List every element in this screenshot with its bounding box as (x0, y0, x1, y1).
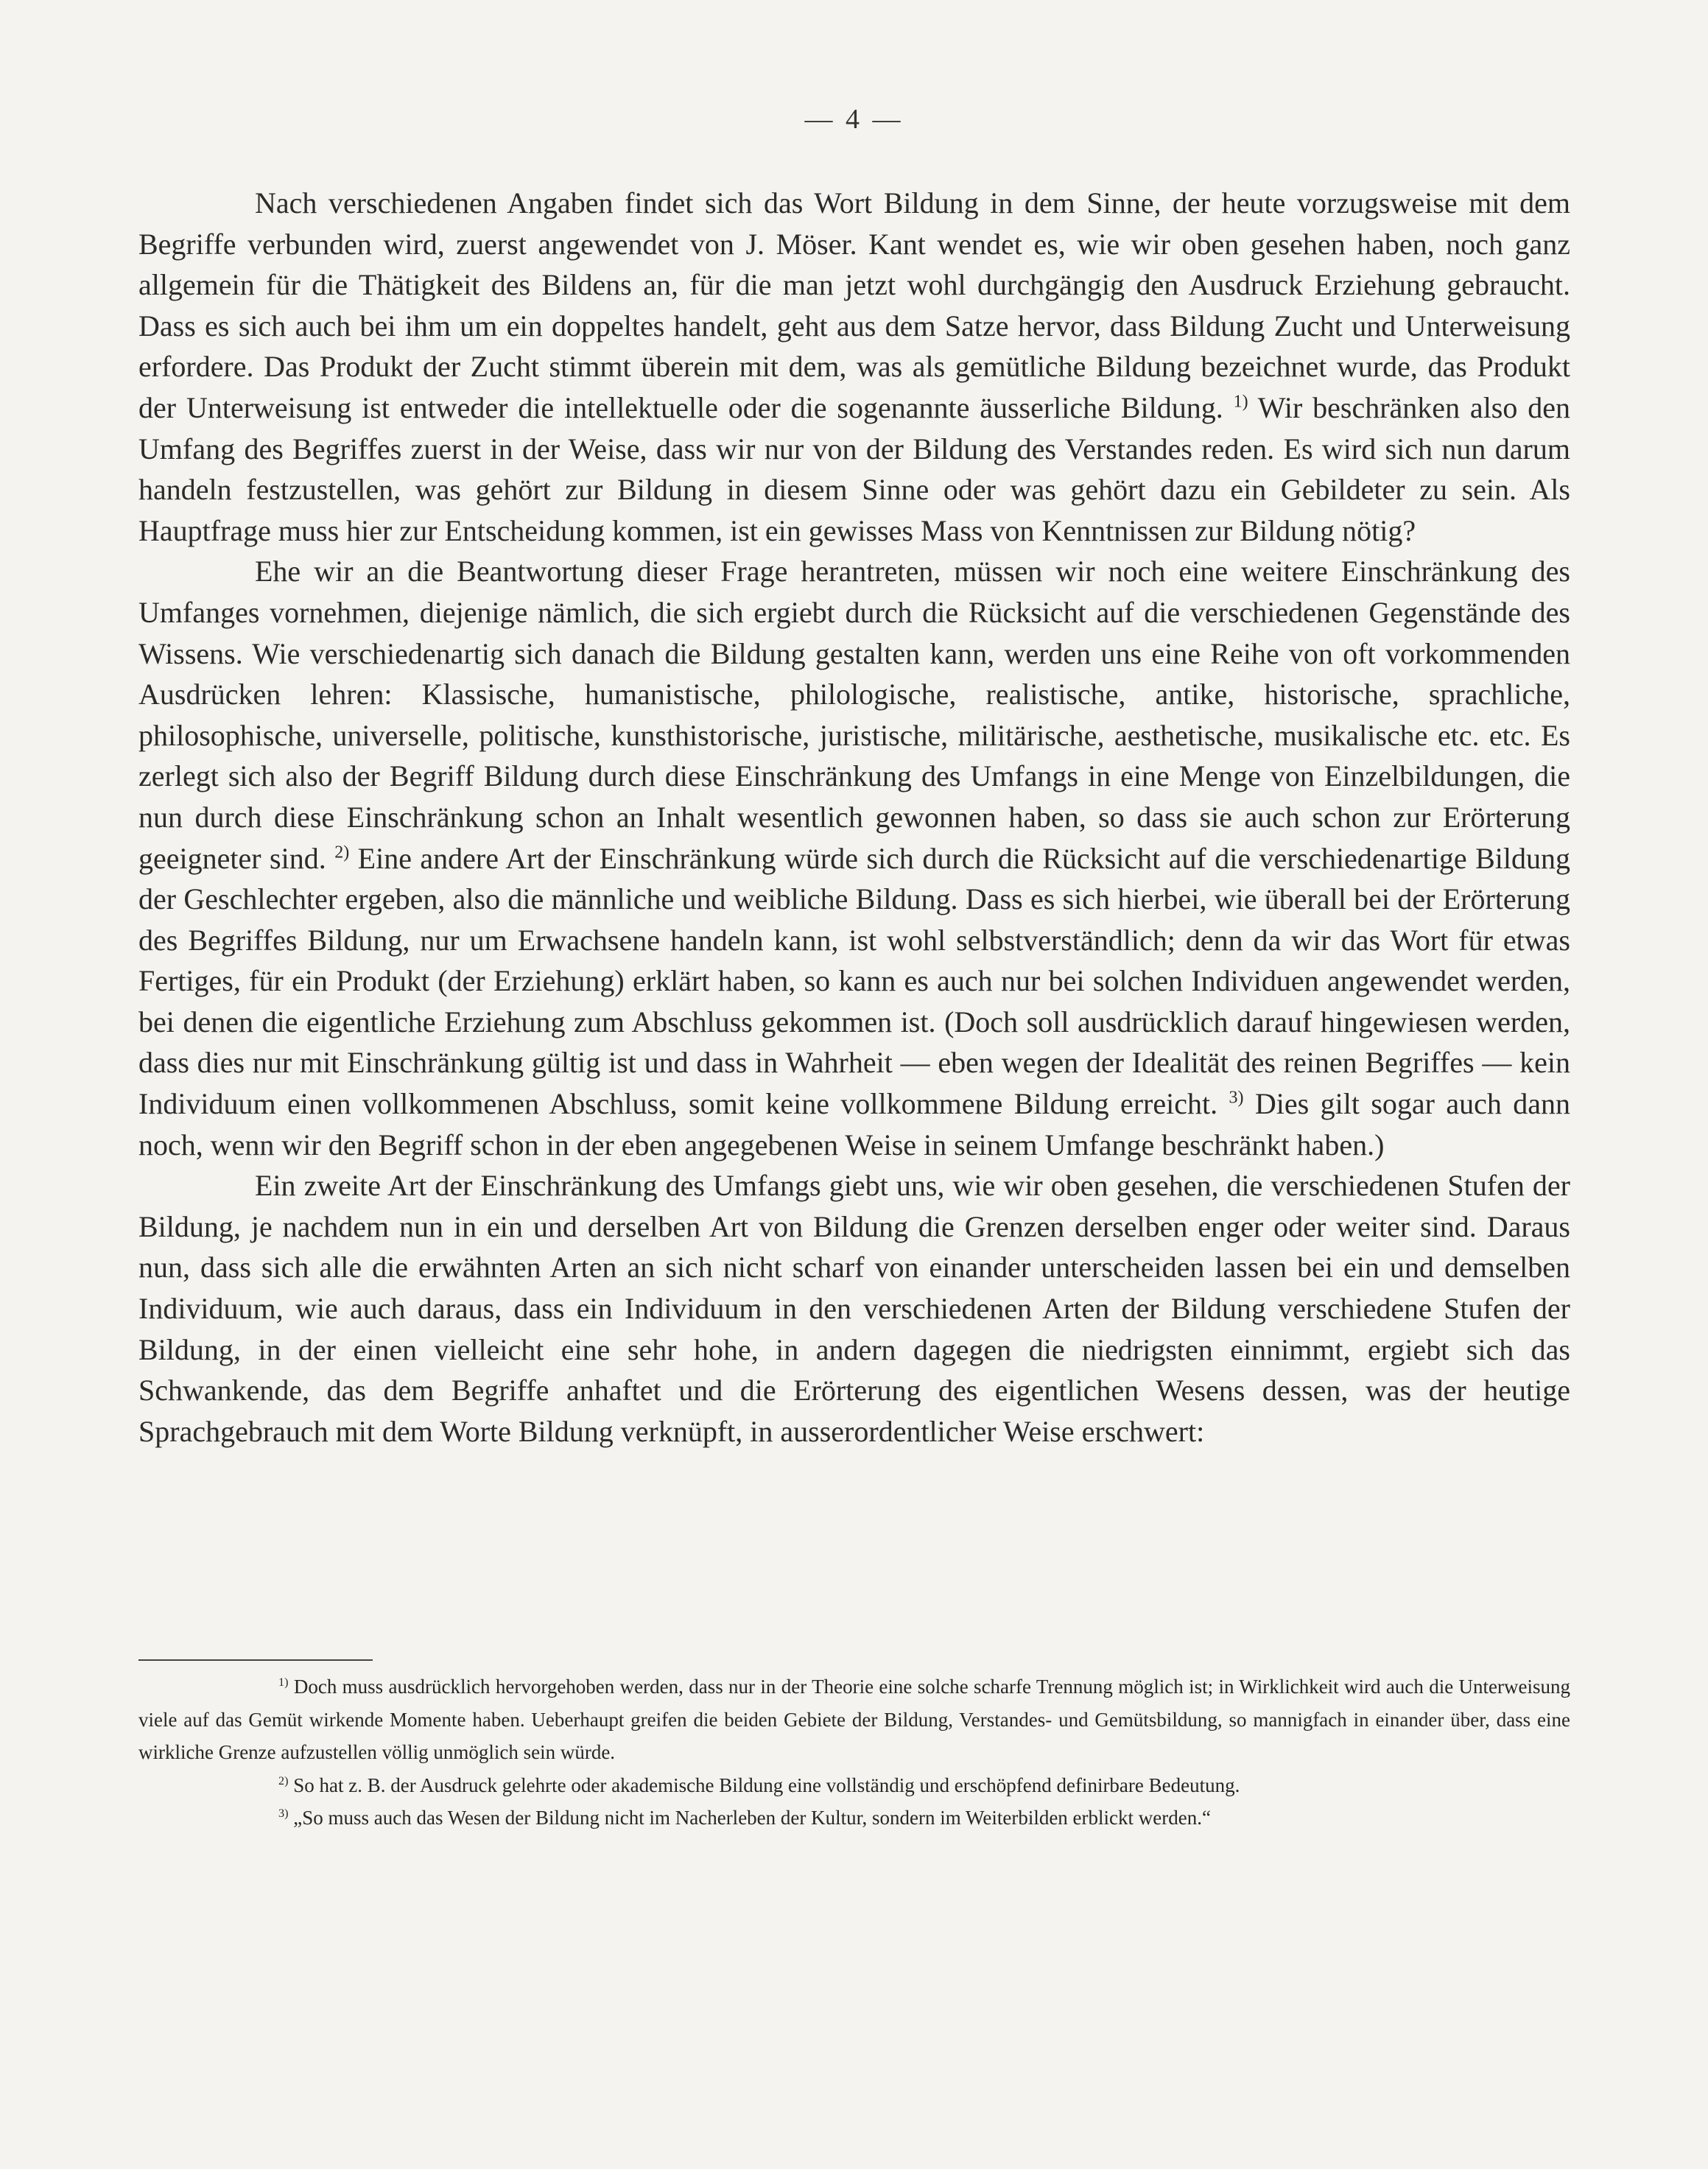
main-text (138, 183, 1570, 1452)
paragraph (138, 551, 1570, 1165)
footnote-divider (138, 1659, 373, 1661)
text-run: Nach verschiedenen Angaben findet sich das Wort Bildung in dem Sinne, der heute vorzugsweise mit dem Begriffe verbunden wird, zuerst angewendet von J. Möser. Kant wendet es, wie wir oben gesehen haben, noch ganz allgemein für die Thätigkeit des Bildens an, für die man jetzt wohl durchgängig den Ausdruck Erziehung gebraucht. Dass es sich auch bei ihm um ein doppeltes handelt, geht aus dem Satze hervor, dass Bildung Zucht und Unterweisung erfordere. Das Produkt der Zucht stimmt überein mit dem, was als gemütliche Bildung bezeichnet wurde, das Produkt der Unterweisung ist entweder die intellektuelle oder die sogenannte äusserliche Bildung. (138, 186, 1570, 424)
footnote-ref: 2) (334, 843, 350, 862)
footnote-ref: 3) (1229, 1088, 1244, 1108)
text-run: Dies gilt sogar auch dann noch, wenn wir den Begriff schon in der eben angegebenen Weise in seinem Umfange beschränkt haben.) (138, 1087, 1570, 1161)
footnote-marker: 2) (278, 1773, 289, 1787)
footnote (138, 1801, 1570, 1835)
text-run: Wir beschränken also den Umfang des Begriffes zuerst in der Weise, dass wir nur von der Bildung des Verstandes reden. Es wird sich nun darum handeln festzustellen, was gehört zur Bildung in diesem Sinne oder was gehört dazu ein Gebildeter zu sein. Als Hauptfrage muss hier zur Entscheidung kommen, ist ein gewisses Mass von Kenntnissen zur Bildung nötig? (138, 390, 1570, 547)
paragraph (138, 183, 1570, 551)
footnote-marker: 1) (278, 1676, 289, 1689)
footnote-text: So hat z. B. der Ausdruck gelehrte oder akademische Bildung eine vollständig und erschöpfend definirbare Bedeutung. (288, 1773, 1240, 1796)
footnote-marker: 3) (278, 1807, 289, 1820)
text-run: Eine andere Art der Einschränkung würde sich durch die Rücksicht auf die verschiedenartige Bildung der Geschlechter ergeben, also die männliche und weibliche Bildung. Dass es sich hierbei, wie überall bei der Erörterung des Begriffes Bildung, nur um Erwachsene handeln kann, ist wohl selbstverständlich; denn da wir das Wort für etwas Fertiges, für ein Produkt (der Erziehung) erklärt haben, so kann es auch nur bei solchen Individuen angewendet werden, bei denen die eigentliche Erziehung zum Abschluss gekommen ist. (Doch soll ausdrücklich darauf hingewiesen werden, dass dies nur mit Einschränkung gültig ist und dass in Wahrheit — eben wegen der Idealität des reinen Begriffes — kein Individuum einen vollkommenen Abschluss, somit keine vollkommene Bildung erreicht. (138, 841, 1570, 1121)
footnote (138, 1769, 1570, 1802)
footnote-text: Doch muss ausdrücklich hervorgehoben werden, dass nur in der Theorie eine solche scharfe Trennung möglich ist; in Wirklichkeit wird auch die Unterweisung viele auf das Gemüt wirkende Momente haben. Ueberhaupt greifen die beiden Gebiete der Bildung, Verstandes- und Gemütsbildung, so mannigfach in einander über, dass eine wirkliche Grenze aufzustellen völlig unmöglich sein würde. (138, 1676, 1570, 1763)
footnote-ref: 1) (1233, 392, 1248, 412)
footnote-text: „So muss auch das Wesen der Bildung nicht im Nacherleben der Kultur, sondern im Weiterbilden erblickt werden.“ (288, 1807, 1211, 1829)
page-number: — 4 — (804, 104, 904, 135)
text-run: Ehe wir an die Beantwortung dieser Frage herantreten, müssen wir noch eine weitere Einschränkung des Umfanges vornehmen, diejenige nämlich, die sich ergiebt durch die Rücksicht auf die verschiedenen Gegenstände des Wissens. Wie verschiedenartig sich danach die Bildung gestalten kann, werden uns eine Reihe von oft vorkommenden Ausdrücken lehren: Klassische, humanistische, philologische, realistische, antike, historische, sprachliche, philosophische, universelle, politische, kunsthistorische, juristische, militärische, aesthetische, musikalische etc. etc. Es zerlegt sich also der Begriff Bildung durch diese Einschränkung des Umfangs in eine Menge von Einzelbildungen, die nun durch diese Einschränkung schon an Inhalt wesentlich gewonnen haben, so dass sie auch schon zur Erörterung geeigneter sind. (138, 555, 1570, 875)
paragraph (138, 1165, 1570, 1452)
footnote (138, 1670, 1570, 1769)
text-run: Ein zweite Art der Einschränkung des Umfangs giebt uns, wie wir oben gesehen, die verschiedenen Stufen der Bildung, je nachdem nun in ein und derselben Art von Bildung die Grenzen derselben enger oder weiter sind. Daraus nun, dass sich alle die erwähnten Arten an sich nicht scharf von einander unterscheiden lassen bei ein und demselben Individuum, wie auch daraus, dass ein Individuum in den verschiedenen Arten der Bildung verschiedene Stufen der Bildung, in der einen vielleicht eine sehr hohe, in andern dagegen die niedrigsten einnimmt, ergiebt sich das Schwankende, das dem Begriffe anhaftet und die Erörterung des eigentlichen Wesens dessen, was der heutige Sprachgebrauch mit dem Worte Bildung verknüpft, in ausserordentlicher Weise erschwert: (138, 1169, 1570, 1448)
footnotes (138, 1670, 1570, 1835)
